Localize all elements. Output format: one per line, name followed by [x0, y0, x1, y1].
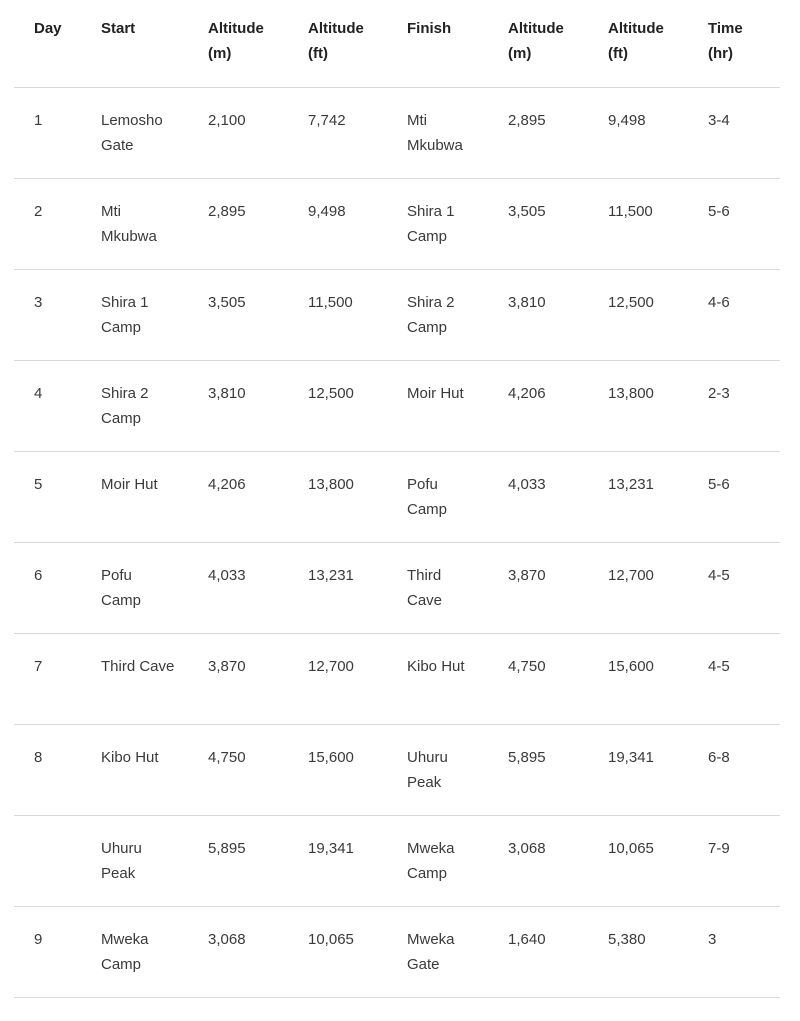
header-day [14, 0, 101, 87]
cell-finish-altitude-ft: 19,341 [608, 748, 654, 766]
cell-start-altitude-m: 4,206 [208, 475, 246, 493]
cell-start-altitude-ft: 11,500 [308, 293, 353, 311]
cell-finish-altitude-ft: 12,500 [608, 293, 654, 311]
header-start-label: Start [101, 20, 136, 37]
cell-finish-text: Uhuru Peak [407, 748, 448, 791]
cell-start-text: Lemosho Gate [101, 111, 163, 154]
cell-start [101, 360, 208, 451]
cell-start [101, 542, 208, 633]
cell-finish [407, 724, 508, 815]
table-row [14, 87, 780, 178]
cell-start-altitude-ft: 9,498 [308, 202, 346, 220]
cell-finish-text: Pofu Camp [407, 475, 448, 518]
cell-finish-text: Mti Mkubwa [407, 111, 463, 154]
cell-finish-altitude-m: 2,895 [508, 111, 546, 129]
cell-start-altitude-m: 4,033 [208, 566, 246, 584]
cell-start-text: Kibo Hut [101, 748, 159, 766]
header-finish-altitude-m-label: Altitude [508, 20, 564, 37]
cell-time: 4-5 [708, 657, 730, 675]
cell-finish-altitude-m: 3,505 [508, 202, 546, 220]
header-finish [407, 0, 508, 87]
cell-finish [407, 360, 508, 451]
cell-start [101, 178, 208, 269]
cell-start-text: Shira 2 Camp [101, 384, 149, 427]
cell-day: 5 [34, 475, 43, 493]
cell-finish-text: Third Cave [407, 566, 443, 609]
cell-finish-text: Mweka Gate [407, 930, 455, 973]
table-row [14, 451, 780, 542]
cell-start-altitude-m: 3,068 [208, 930, 246, 948]
table-row [14, 815, 780, 906]
cell-time: 3 [708, 930, 717, 948]
table-body [14, 87, 780, 997]
header-start-altitude-m-label: Altitude [208, 20, 264, 37]
cell-start-altitude-m: 2,895 [208, 202, 246, 220]
header-row [14, 0, 780, 87]
cell-day: 9 [34, 930, 43, 948]
cell-start-text: Mti Mkubwa [101, 202, 157, 245]
cell-start [101, 724, 208, 815]
table-row [14, 178, 780, 269]
cell-finish [407, 633, 508, 724]
cell-start [101, 815, 208, 906]
header-finish-altitude-m-unit: (m) [508, 45, 532, 62]
cell-finish-altitude-m: 4,206 [508, 384, 546, 402]
cell-time: 5-6 [708, 202, 730, 220]
cell-start-text: Moir Hut [101, 475, 158, 493]
itinerary-table-container [14, 0, 780, 998]
table-row [14, 542, 780, 633]
cell-start-altitude-m: 3,810 [208, 384, 246, 402]
cell-finish [407, 906, 508, 997]
cell-start [101, 87, 208, 178]
cell-start-altitude-ft: 12,500 [308, 384, 354, 402]
header-time [708, 0, 780, 87]
header-finish-altitude-m [508, 0, 608, 87]
cell-start-altitude-m: 3,505 [208, 293, 246, 311]
cell-time: 6-8 [708, 748, 730, 766]
cell-start [101, 906, 208, 997]
cell-start-altitude-ft: 13,800 [308, 475, 354, 493]
cell-finish-text: Shira 2 Camp [407, 293, 455, 336]
cell-start-altitude-m: 4,750 [208, 748, 246, 766]
cell-start-altitude-ft: 15,600 [308, 748, 354, 766]
cell-finish-altitude-ft: 12,700 [608, 566, 654, 584]
header-start-altitude-m [208, 0, 308, 87]
table-header [14, 0, 780, 87]
header-finish-altitude-ft [608, 0, 708, 87]
cell-time: 2-3 [708, 384, 730, 402]
cell-start-altitude-m: 2,100 [208, 111, 246, 129]
header-time-label: Time [708, 20, 743, 37]
table-row [14, 724, 780, 815]
cell-finish-altitude-m: 5,895 [508, 748, 546, 766]
cell-finish-altitude-m: 3,870 [508, 566, 546, 584]
cell-finish-altitude-ft: 13,800 [608, 384, 654, 402]
cell-finish-altitude-m: 4,750 [508, 657, 546, 675]
cell-finish-altitude-m: 3,810 [508, 293, 546, 311]
header-time-unit: (hr) [708, 45, 733, 62]
cell-finish [407, 451, 508, 542]
cell-finish-altitude-ft: 9,498 [608, 111, 646, 129]
cell-time: 4-6 [708, 293, 730, 311]
header-day-label: Day [34, 20, 62, 37]
cell-start-altitude-ft: 12,700 [308, 657, 354, 675]
cell-finish-altitude-m: 3,068 [508, 839, 546, 857]
cell-finish-altitude-ft: 10,065 [608, 839, 654, 857]
cell-finish-text: Moir Hut [407, 384, 464, 402]
cell-finish [407, 269, 508, 360]
cell-day: 7 [34, 657, 43, 675]
cell-start-text: Mweka Camp [101, 930, 149, 973]
cell-finish [407, 542, 508, 633]
header-start-altitude-m-unit: (m) [208, 45, 232, 62]
cell-time: 7-9 [708, 839, 730, 857]
cell-finish-altitude-ft: 5,380 [608, 930, 646, 948]
cell-start [101, 633, 208, 724]
cell-start-text: Shira 1 Camp [101, 293, 149, 336]
cell-start-altitude-m: 5,895 [208, 839, 246, 857]
cell-day: 1 [34, 111, 43, 129]
cell-start-text: Uhuru Peak [101, 839, 142, 882]
cell-day: 4 [34, 384, 43, 402]
table-row [14, 906, 780, 997]
cell-start [101, 451, 208, 542]
cell-finish-altitude-ft: 13,231 [608, 475, 654, 493]
itinerary-table [14, 0, 780, 998]
header-finish-label: Finish [407, 20, 452, 37]
cell-day: 8 [34, 748, 43, 766]
cell-finish [407, 815, 508, 906]
header-start-altitude-ft-unit: (ft) [308, 45, 328, 62]
cell-start-altitude-ft: 10,065 [308, 930, 354, 948]
cell-start-text: Pofu Camp [101, 566, 142, 609]
cell-start-text: Third Cave [101, 657, 175, 675]
table-row [14, 360, 780, 451]
cell-start [101, 269, 208, 360]
cell-finish-altitude-ft: 15,600 [608, 657, 654, 675]
cell-day: 3 [34, 293, 43, 311]
cell-day [14, 815, 101, 906]
cell-finish-altitude-m: 4,033 [508, 475, 546, 493]
cell-finish-text: Mweka Camp [407, 839, 455, 882]
cell-finish-altitude-ft: 11,500 [608, 202, 653, 220]
table-row [14, 269, 780, 360]
cell-time: 3-4 [708, 111, 730, 129]
cell-time: 4-5 [708, 566, 730, 584]
cell-finish [407, 87, 508, 178]
header-finish-altitude-ft-label: Altitude [608, 20, 664, 37]
header-finish-altitude-ft-unit: (ft) [608, 45, 628, 62]
cell-start-altitude-ft: 7,742 [308, 111, 346, 129]
cell-finish-text: Shira 1 Camp [407, 202, 455, 245]
cell-start-altitude-ft: 13,231 [308, 566, 354, 584]
header-start [101, 0, 208, 87]
cell-start-altitude-ft: 19,341 [308, 839, 354, 857]
cell-start-altitude-m: 3,870 [208, 657, 246, 675]
header-start-altitude-ft [308, 0, 407, 87]
cell-finish [407, 178, 508, 269]
cell-day: 6 [34, 566, 43, 584]
cell-time: 5-6 [708, 475, 730, 493]
header-start-altitude-ft-label: Altitude [308, 20, 364, 37]
cell-finish-text: Kibo Hut [407, 657, 465, 675]
table-row [14, 633, 780, 724]
cell-finish-altitude-m: 1,640 [508, 930, 546, 948]
cell-day: 2 [34, 202, 43, 220]
